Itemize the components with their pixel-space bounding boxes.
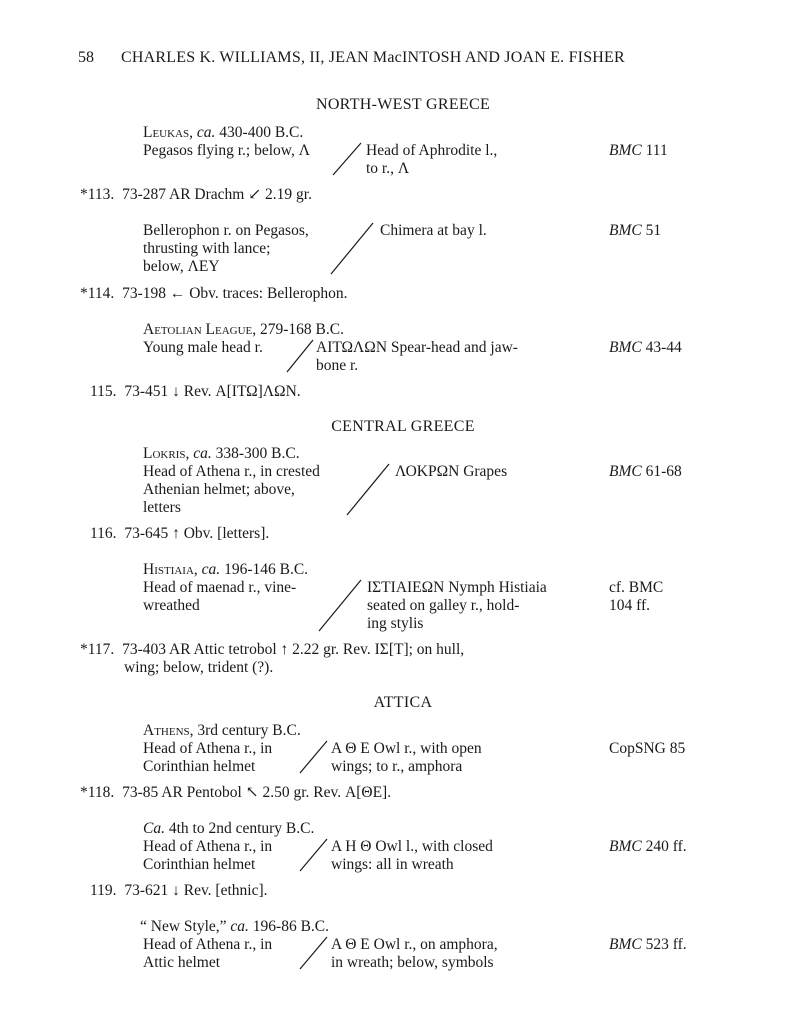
obverse-line: Head of Athena r., in crested	[143, 463, 320, 480]
reverse-line: Head of Aphrodite l.,	[366, 142, 498, 159]
divider-slash	[297, 739, 331, 775]
catalogue-entry: *117. 73-403 AR Attic tetrobol ↑ 2.22 gr. Rev. ΙΣ[Τ]; on hull,	[80, 641, 465, 658]
reverse-line: Α Θ Ε Owl r., with open	[331, 740, 482, 757]
reverse-line: Chimera at bay l.	[380, 222, 487, 239]
catalogue-entry: *114. 73-198 ← Obv. traces: Bellerophon.	[80, 285, 348, 302]
reverse-line: Α Η Θ Owl l., with closed	[331, 838, 493, 855]
section-title: NORTH-WEST GREECE	[315, 96, 491, 113]
obverse-line: Head of maenad r., vine-	[143, 579, 297, 596]
reverse-line: ΙΣΤΙΑΙΕΩΝ Nymph Histiaia	[367, 579, 547, 596]
reverse-line: to r., Λ	[366, 160, 410, 177]
reference: CopSNG 85	[609, 740, 686, 757]
obverse-line: Pegasos flying r.; below, Λ	[143, 142, 310, 159]
reverse-line: seated on galley r., hold-	[367, 597, 520, 614]
mint-heading: Ca. 4th to 2nd century B.C.	[143, 820, 315, 837]
reverse-line: in wreath; below, symbols	[331, 954, 494, 971]
obverse-line: below, ΛΕΥ	[143, 258, 220, 275]
reference: BMC 111	[609, 142, 668, 159]
reverse-line: ing stylis	[367, 615, 424, 632]
reference: cf. BMC	[609, 579, 664, 596]
mint-heading: Athens, 3rd century B.C.	[143, 722, 301, 739]
divider-slash	[327, 221, 377, 277]
reverse-line: wings: all in wreath	[331, 856, 454, 873]
obverse-line: wreathed	[143, 597, 200, 614]
obverse-line: Athenian helmet; above,	[143, 481, 295, 498]
reverse-line: wings; to r., amphora	[331, 758, 463, 775]
catalogue-entry: 115. 73-451 ↓ Rev. Α[ΙΤΩ]ΛΩΝ.	[90, 383, 301, 400]
obverse-line: Head of Athena r., in	[143, 740, 273, 757]
mint-heading: Lokris, ca. 338-300 B.C.	[143, 445, 300, 462]
reference: BMC 61-68	[609, 463, 682, 480]
divider-slash	[285, 338, 315, 374]
reference: BMC 523 ff.	[609, 936, 687, 953]
running-title: CHARLES K. WILLIAMS, II, JEAN MacINTOSH AND JOAN E. FISHER	[121, 49, 625, 66]
mint-heading: Aetolian League, 279-168 B.C.	[143, 321, 344, 338]
obverse-line: Head of Athena r., in	[143, 838, 273, 855]
obverse-line: Corinthian helmet	[143, 856, 256, 873]
reference: BMC 43-44	[609, 339, 682, 356]
divider-slash	[327, 141, 367, 177]
reference-number: 104 ff.	[609, 597, 651, 614]
obverse-line: letters	[143, 499, 181, 516]
obverse-line: Attic helmet	[143, 954, 221, 971]
mint-heading: “ New Style,” ca. 196-86 B.C.	[140, 918, 329, 935]
reference: BMC 51	[609, 222, 662, 239]
obverse-line: Corinthian helmet	[143, 758, 256, 775]
obverse-line: Bellerophon r. on Pegasos,	[143, 222, 309, 239]
mint-heading: Leukas, ca. 430-400 B.C.	[143, 124, 304, 141]
divider-slash	[297, 935, 331, 971]
section-title: ATTICA	[373, 694, 433, 711]
reverse-line: ΛΟΚΡΩΝ Grapes	[395, 463, 508, 480]
obverse-line: Head of Athena r., in	[143, 936, 273, 953]
divider-slash	[343, 462, 393, 518]
catalogue-entry: *113. 73-287 AR Drachm ↙ 2.19 gr.	[80, 186, 312, 203]
reverse-line: ΑΙΤΩΛΩΝ Spear-head and jaw-	[316, 339, 518, 356]
catalogue-entry: *118. 73-85 AR Pentobol ↖ 2.50 gr. Rev. Α[ΘΕ].	[80, 784, 392, 801]
reference: BMC 240 ff.	[609, 838, 687, 855]
obverse-line: thrusting with lance;	[143, 240, 271, 257]
page-number: 58	[78, 49, 94, 66]
reverse-line: bone r.	[316, 357, 359, 374]
obverse-line: Young male head r.	[143, 339, 263, 356]
catalogue-entry-continuation: wing; below, trident (?).	[124, 659, 274, 676]
divider-slash	[297, 837, 331, 873]
reverse-line: Α Θ Ε Owl r., on amphora,	[331, 936, 498, 953]
catalogue-entry: 119. 73-621 ↓ Rev. [ethnic].	[90, 882, 268, 899]
section-title: CENTRAL GREECE	[331, 418, 475, 435]
mint-heading: Histiaia, ca. 196-146 B.C.	[143, 561, 309, 578]
divider-slash	[315, 578, 365, 634]
catalogue-entry: 116. 73-645 ↑ Obv. [letters].	[90, 525, 270, 542]
